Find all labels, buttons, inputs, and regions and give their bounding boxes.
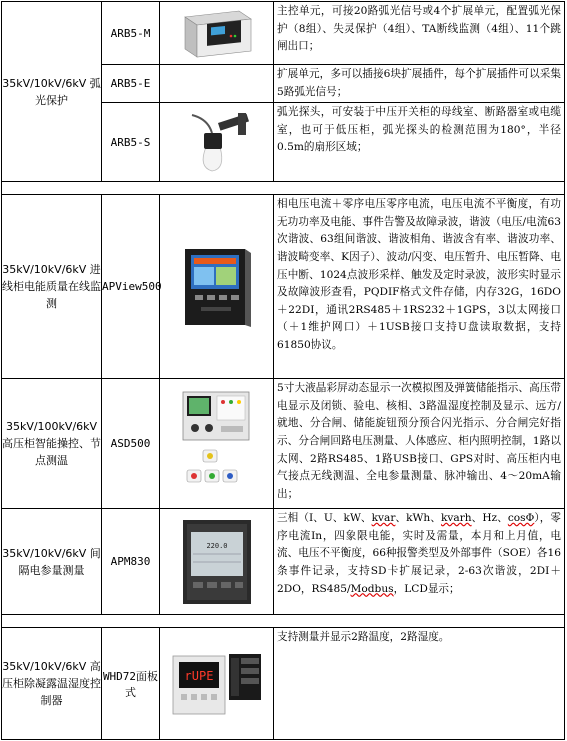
table-row	[2, 2, 565, 65]
category-cell: 35kV/10kV/6kV 弧光保护	[2, 2, 102, 182]
model-cell: APView500	[102, 195, 160, 379]
arc-sensor-probe-image	[172, 109, 262, 175]
table-spacer	[2, 615, 565, 628]
whd72-controller-image	[169, 642, 265, 726]
apview500-device-image	[181, 245, 253, 329]
asd500-device-image	[177, 388, 257, 500]
arb5-m-device-image	[177, 5, 257, 61]
product-table	[1, 1, 565, 740]
product-image-cell	[160, 509, 274, 615]
description-cell: 5寸大液晶彩屏动态显示一次模拟图及弹簧储能指示、高压带电显示及闭锁、验电、核相、3路温湿度控制及显示、远方/就地、分合闸、储能旋钮预分预合闪光指示、分合闸完好指示、分合闸回路电压测量、人体感应、柜内照明控制，1路以太网、2路RS485、1路USB接口、GPS对时、高压柜内电气接点无线测温、全电参量测量、脉冲输出、4～20mA输出；	[274, 379, 565, 509]
product-image-cell	[160, 2, 274, 65]
model-cell: ARB5-M	[102, 2, 160, 65]
product-image-cell	[160, 103, 274, 182]
model-cell: ASD500	[102, 379, 160, 509]
category-cell: 35kV/100kV/6kV 高压柜智能操控、节点测温	[2, 379, 102, 509]
product-image-cell	[160, 195, 274, 379]
description-cell: 相电压电流＋零序电压零序电流，电压电流不平衡度，有功无功功率及电能、事件告警及故障录波，谐波（电压/电流63次谐波、63组间谐波、谐波相角、谐波含有率、谐波功率、谐波畸变率、K因子）、波动/闪变、电压暂升、电压暂降、电压中断、1024点波形采样、触发及定时录波，波形实时显示及故障波形查看，PQDIF格式文件存储，内存32G，16DO＋22DI，通讯2RS485＋1RS232＋1GPS，3以太网接口（＋1维护网口）＋1USB接口支持U盘读取数据，支持61850协议。	[274, 195, 565, 379]
table-row	[2, 509, 565, 615]
model-cell: ARB5-S	[102, 103, 160, 182]
meter-screen-reading: 220.0	[205, 541, 228, 550]
table-row	[2, 628, 565, 740]
model-cell: WHD72面板式	[102, 628, 160, 740]
description-cell: 主控单元，可接20路弧光信号或4个扩展单元，配置弧光保护（8组）、失灵保护（4组）、TA断线监测（4组）、11个跳闸出口；	[274, 2, 565, 65]
controller-display-text: rUPE	[184, 668, 213, 683]
product-image-cell	[160, 65, 274, 103]
description-cell: 弧光探头，可安装于中压开关柜的母线室、断路器室或电缆室，也可于低压柜，弧光探头的检测范围为180°，半径0.5m的扇形区域；	[274, 103, 565, 182]
description-cell: 三相（I、U、kW、kvar、kWh、kvarh、Hz、cosΦ），零序电流In，四象限电能，实时及需量，本月和上月值，电流、电压不平衡度，66种报警类型及外部事件（SOE）各16条事件记录，支持SD卡扩展记录，2-63次谐波，2DI＋2DO，RS485/Modbus，LCD显示；	[274, 509, 565, 615]
apm830-meter-image	[179, 516, 255, 608]
table-row	[2, 379, 565, 509]
category-cell: 35kV/10kV/6kV 进线柜电能质量在线监测	[2, 195, 102, 379]
model-cell: ARB5-E	[102, 65, 160, 103]
category-cell: 35kV/10kV/6kV 间隔电参量测量	[2, 509, 102, 615]
description-cell: 支持测量并显示2路温度，2路湿度。	[274, 628, 565, 740]
product-image-cell	[160, 379, 274, 509]
category-cell: 35kV/10kV/6kV 高压柜除凝露温湿度控制器	[2, 628, 102, 740]
table-spacer	[2, 182, 565, 195]
description-cell: 扩展单元，多可以插接6块扩展插件，每个扩展插件可以采集5路弧光信号；	[274, 65, 565, 103]
product-image-cell	[160, 628, 274, 740]
model-cell: APM830	[102, 509, 160, 615]
table-row	[2, 195, 565, 379]
product-table-wrapper	[1, 1, 564, 740]
